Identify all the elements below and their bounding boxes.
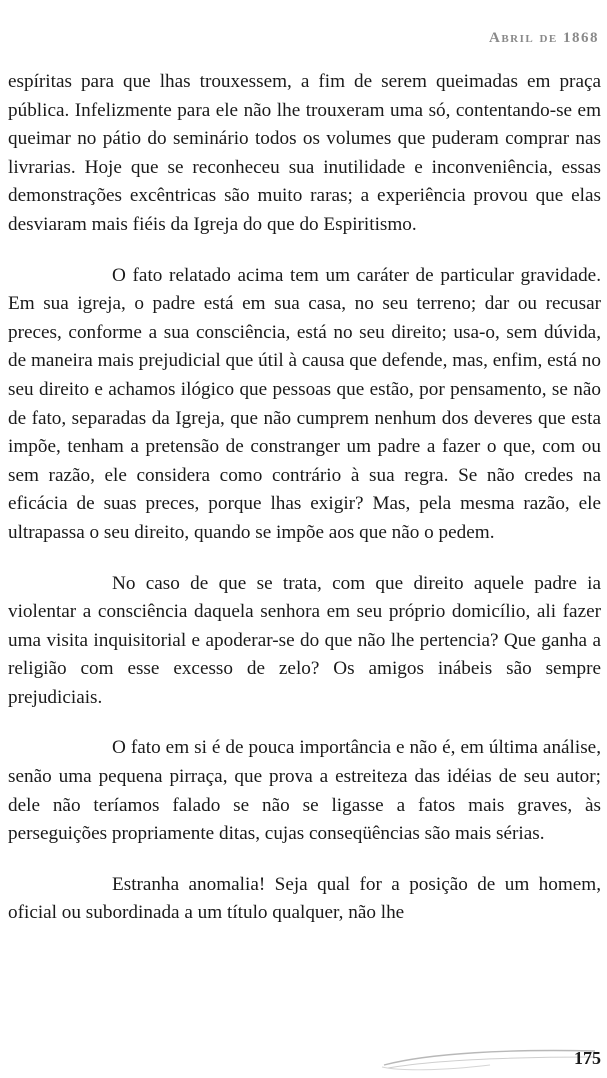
paragraph: No caso de que se trata, com que direito aquele padre ia violentar a consciência daquela senhora em seu próprio domicílio, ali fazer uma visita inquisitorial e apoderar-se do que não lhe pertencia? Que ganha a religião com esse excesso de zelo? Os amigos inábeis são sempre prejudiciais. (8, 572, 601, 708)
page-number: 175 (574, 1048, 601, 1068)
paragraph-continuation: espíritas para que lhas trouxessem, a fim de serem queimadas em praça pública. Infelizmente para ele não lhe trouxeram uma só, contentando-se em queimar no pátio do seminário todos os volumes que puderam comprar nas livrarias. Hoje que se reconheceu sua inutilidade e inconveniência, essas demonstrações excêntricas são muito raras; a experiência provou que elas desviaram mais fiéis da Igreja do que do Espiritismo. (8, 71, 601, 235)
running-header: Abril de 1868 (488, 30, 599, 46)
page-body (8, 68, 601, 928)
paragraph: Estranha anomalia! Seja qual for a posição de um homem, oficial ou subordinada a um título qualquer, não lhe (8, 873, 601, 924)
paragraph: O fato relatado acima tem um caráter de particular gravidade. Em sua igreja, o padre está em sua casa, no seu terreno; dar ou recusar preces, conforme a sua consciência, está no seu direito; usa-o, sem dúvida, de maneira mais prejudicial que útil à causa que defende, mas, enfim, está no seu direito e achamos ilógico que pessoas que estão, por pensamento, se não de fato, separadas da Igreja, que não cumprem nenhum dos deveres que esta impõe, tenham a pretensão de constranger um padre a fazer o que, com ou sem razão, ele considera como contrário à sua regra. Se não credes na eficácia de suas preces, porque lhas exigir? Mas, pela mesma razão, ele ultrapassa o seu direito, quando se impõe aos que não o pedem. (8, 264, 601, 543)
swoosh-ornament-icon (380, 1035, 600, 1075)
paragraph: O fato em si é de pouca importância e não é, em última análise, senão uma pequena pirraça, que prova a estreiteza das idéias de seu autor; dele não teríamos falado se não se ligasse a fatos mais graves, às perseguições propriamente ditas, cujas conseqüências são mais sérias. (8, 737, 601, 845)
